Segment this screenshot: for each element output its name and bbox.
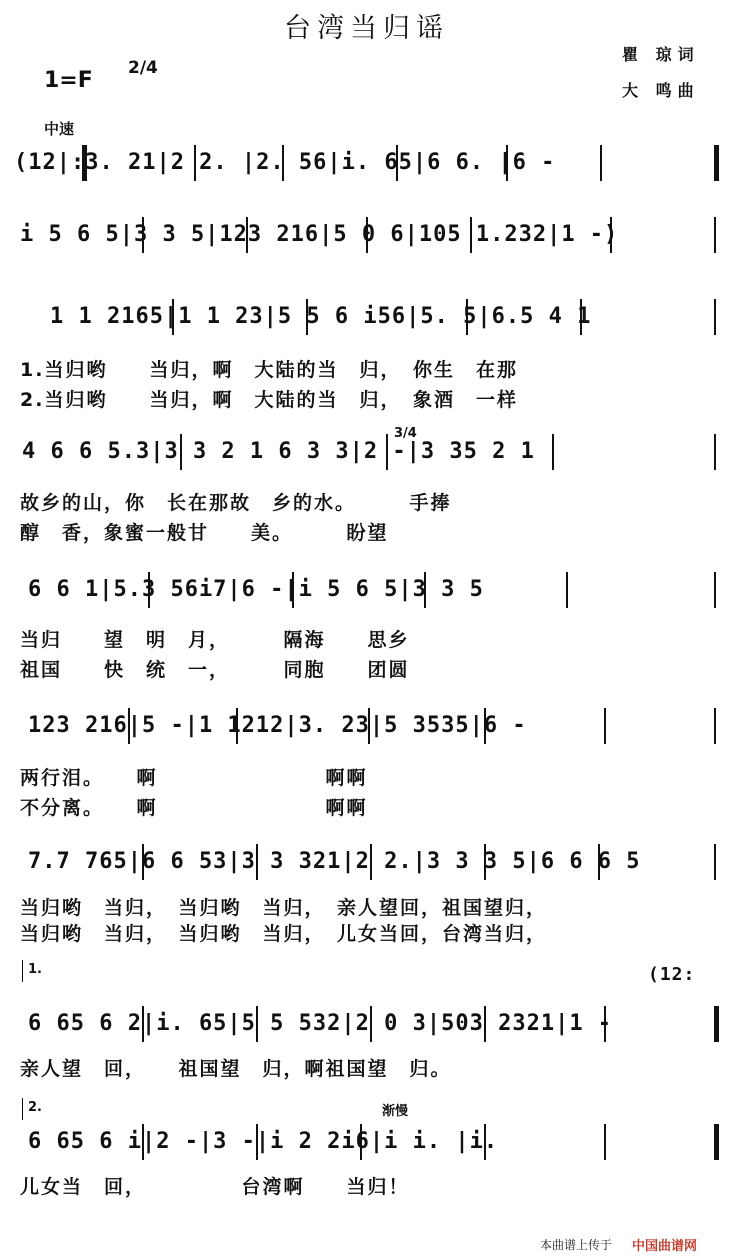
repeat-cue: (12:: [648, 964, 696, 985]
upload-note: 本曲谱上传于: [540, 1238, 613, 1252]
staff-9: [14, 1122, 719, 1162]
tempo-marking: 中速: [44, 120, 75, 138]
staff-3-notes: 1 1 2165|1 1 23|5 5 6 i56|5. 5|6.5 4 1: [50, 304, 592, 329]
staff-2: [14, 215, 719, 255]
lyric-line-6-verse-1: 两行泪。 啊 啊啊: [20, 767, 368, 789]
staff-7: [14, 842, 719, 882]
key-signature: 1=F: [44, 68, 93, 93]
time-signature: 2/4: [128, 58, 158, 78]
staff-4-notes: 4 6 6 5.3|3 3 2 1 6 3 3|2 -|3 35 2 1: [22, 439, 535, 464]
lyric-line-3-verse-2: 2.当归哟 当归，啊 大陆的当 归， 象酒 一样: [20, 389, 518, 411]
staff-6: [14, 706, 719, 746]
staff-3: [14, 297, 719, 337]
staff-8: [14, 1004, 719, 1044]
lyric-line-7-verse-2: 当归哟 当归， 当归哟 当归， 儿女当回，台湾当归，: [20, 923, 548, 945]
direction-slower: 渐慢: [382, 1104, 409, 1119]
lyric-line-7-verse-1: 当归哟 当归， 当归哟 当归， 亲人望回，祖国望归，: [20, 897, 548, 919]
site-logo: 中国曲谱网: [632, 1239, 698, 1254]
lyric-line-6-verse-2: 不分离。 啊 啊啊: [20, 797, 368, 819]
lyric-line-5-verse-2: 祖国 快 统 一， 同胞 团圆: [20, 659, 410, 681]
staff-4: [14, 426, 719, 472]
staff-7-notes: 7.7 765|6 6 53|3 3 321|2 2.|3 3 3 5|6 6 6 5: [28, 849, 641, 874]
staff-9-notes: 6 65 6 i|2 -|3 -|i 2 2i6|i i. |i.: [28, 1129, 499, 1154]
staff-1-notes: (12|:3. 21|2 2. |2. 56|i. 65|6 6. |6 -: [14, 150, 556, 175]
staff-8-notes: 6 65 6 2|i. 65|5 5 532|2 0 3|503 2321|1 -: [28, 1011, 613, 1036]
first-ending-label: 1.: [28, 962, 42, 977]
staff-5: [14, 570, 719, 610]
staff-1: [14, 143, 719, 183]
staff-6-notes: 123 216|5 -|1 1212|3. 23|5 3535|6 -: [28, 713, 527, 738]
lyric-line-4-verse-1: 故乡的山，你 长在那故 乡的水。 手捧: [20, 492, 452, 514]
staff-5-notes: 6 6 1|5.3 56i7|6 -|i 5 6 5|3 3 5: [28, 577, 484, 602]
lyricist-credit: 瞿 琼词: [622, 45, 700, 64]
second-ending-label: 2.: [28, 1100, 42, 1115]
lyric-line-8: 亲人望 回， 祖国望 归，啊祖国望 归。: [20, 1058, 452, 1080]
lyric-line-3-verse-1: 1.当归哟 当归，啊 大陆的当 归， 你生 在那: [20, 359, 518, 381]
lyric-line-9: 儿女当 回， 台湾啊 当归！: [20, 1176, 410, 1198]
composer-credit: 大 鸣曲: [622, 81, 700, 100]
lyric-line-4-verse-2: 醇 香，象蜜一般甘 美。 盼望: [20, 522, 389, 544]
song-title: 台湾当归谣: [284, 13, 449, 44]
lyric-line-5-verse-1: 当归 望 明 月， 隔海 思乡: [20, 629, 410, 651]
staff-2-notes: i 5 6 5|3 3 5|123 216|5 0 6|105 1.232|1 -): [20, 222, 619, 247]
measure-change: 3/4: [394, 426, 417, 441]
